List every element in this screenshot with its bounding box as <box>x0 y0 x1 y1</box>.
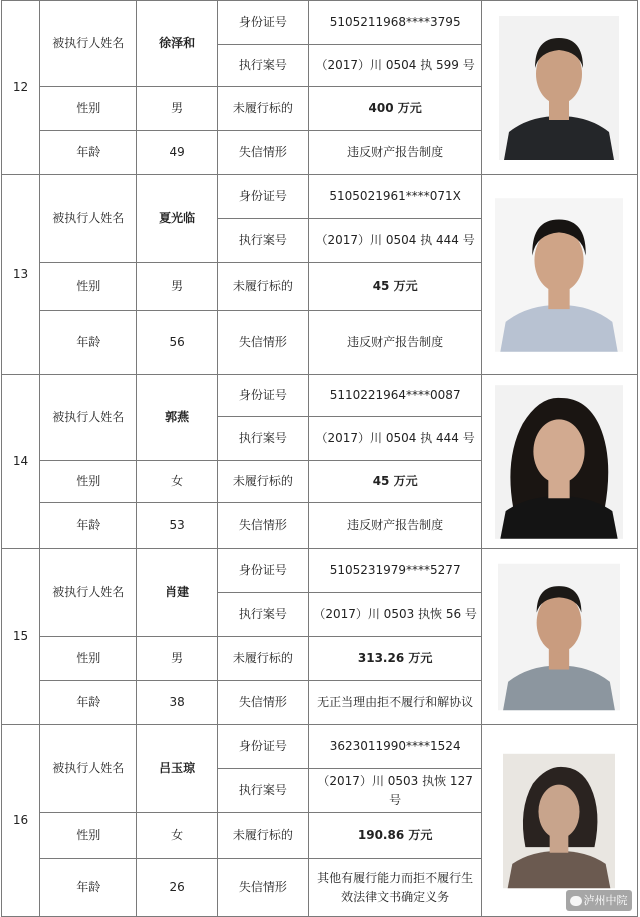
wechat-icon <box>570 896 582 906</box>
id-number: 5105231979****5277 <box>308 549 482 593</box>
table-row <box>2 175 638 219</box>
name-label: 被执行人姓名 <box>40 725 137 813</box>
gender-label: 性别 <box>40 87 137 131</box>
photo-cell <box>482 1 638 175</box>
gender-value: 女 <box>137 461 217 503</box>
gender-value: 男 <box>137 87 217 131</box>
portrait-photo <box>498 563 620 711</box>
record-number: 12 <box>2 1 40 175</box>
age-value: 26 <box>137 859 217 917</box>
record-number: 15 <box>2 549 40 725</box>
case-number: （2017）川 0504 执 444 号 <box>308 417 482 461</box>
age-label: 年龄 <box>40 131 137 175</box>
gender-value: 男 <box>137 637 217 681</box>
debtor-name: 夏光临 <box>137 175 217 263</box>
amount-value: 190.86 万元 <box>308 813 482 859</box>
case-number: （2017）川 0503 执恢 56 号 <box>308 593 482 637</box>
situation-label: 失信情形 <box>217 681 308 725</box>
portrait-photo <box>495 197 623 353</box>
id-label: 身份证号 <box>217 1 308 45</box>
amount-label: 未履行标的 <box>217 263 308 311</box>
gender-value: 男 <box>137 263 217 311</box>
case-label: 执行案号 <box>217 417 308 461</box>
case-number: （2017）川 0503 执恢 127 号 <box>308 769 482 813</box>
amount-label: 未履行标的 <box>217 87 308 131</box>
portrait-photo <box>495 384 623 540</box>
debtor-name: 徐泽和 <box>137 1 217 87</box>
name-label: 被执行人姓名 <box>40 175 137 263</box>
id-number: 3623011990****1524 <box>308 725 482 769</box>
watermark <box>566 890 632 911</box>
id-label: 身份证号 <box>217 375 308 417</box>
record-number: 13 <box>2 175 40 375</box>
dishonest-debtor-table <box>1 0 638 917</box>
record-number: 16 <box>2 725 40 917</box>
id-label: 身份证号 <box>217 725 308 769</box>
situation-label: 失信情形 <box>217 311 308 375</box>
situation-label: 失信情形 <box>217 131 308 175</box>
age-value: 49 <box>137 131 217 175</box>
age-label: 年龄 <box>40 503 137 549</box>
record-number: 14 <box>2 375 40 549</box>
id-number: 5105211968****3795 <box>308 1 482 45</box>
watermark-text: 泸州中院 <box>583 893 628 907</box>
amount-value: 313.26 万元 <box>308 637 482 681</box>
gender-value: 女 <box>137 813 217 859</box>
situation-value: 违反财产报告制度 <box>308 503 482 549</box>
case-number: （2017）川 0504 执 599 号 <box>308 45 482 87</box>
id-label: 身份证号 <box>217 549 308 593</box>
age-label: 年龄 <box>40 681 137 725</box>
situation-value: 其他有履行能力而拒不履行生效法律文书确定义务 <box>308 859 482 917</box>
age-value: 53 <box>137 503 217 549</box>
table-row <box>2 549 638 593</box>
situation-label: 失信情形 <box>217 503 308 549</box>
id-number: 5105021961****071X <box>308 175 482 219</box>
case-label: 执行案号 <box>217 45 308 87</box>
photo-cell <box>482 375 638 549</box>
gender-label: 性别 <box>40 263 137 311</box>
photo-cell <box>482 175 638 375</box>
debtor-name: 郭燕 <box>137 375 217 461</box>
gender-label: 性别 <box>40 813 137 859</box>
age-value: 38 <box>137 681 217 725</box>
case-label: 执行案号 <box>217 219 308 263</box>
case-number: （2017）川 0504 执 444 号 <box>308 219 482 263</box>
gender-label: 性别 <box>40 637 137 681</box>
table-row <box>2 1 638 45</box>
photo-cell <box>482 725 638 917</box>
situation-value: 违反财产报告制度 <box>308 311 482 375</box>
name-label: 被执行人姓名 <box>40 549 137 637</box>
gender-label: 性别 <box>40 461 137 503</box>
case-label: 执行案号 <box>217 593 308 637</box>
table-row <box>2 725 638 769</box>
situation-value: 违反财产报告制度 <box>308 131 482 175</box>
situation-value: 无正当理由拒不履行和解协议 <box>308 681 482 725</box>
debtor-name: 吕玉琼 <box>137 725 217 813</box>
portrait-photo <box>499 16 619 160</box>
case-label: 执行案号 <box>217 769 308 813</box>
age-value: 56 <box>137 311 217 375</box>
amount-label: 未履行标的 <box>217 461 308 503</box>
debtor-name: 肖建 <box>137 549 217 637</box>
amount-value: 400 万元 <box>308 87 482 131</box>
portrait-photo <box>503 746 615 896</box>
id-label: 身份证号 <box>217 175 308 219</box>
age-label: 年龄 <box>40 859 137 917</box>
situation-label: 失信情形 <box>217 859 308 917</box>
amount-label: 未履行标的 <box>217 813 308 859</box>
amount-label: 未履行标的 <box>217 637 308 681</box>
name-label: 被执行人姓名 <box>40 1 137 87</box>
table-row <box>2 375 638 417</box>
name-label: 被执行人姓名 <box>40 375 137 461</box>
amount-value: 45 万元 <box>308 263 482 311</box>
id-number: 5110221964****0087 <box>308 375 482 417</box>
photo-cell <box>482 549 638 725</box>
amount-value: 45 万元 <box>308 461 482 503</box>
age-label: 年龄 <box>40 311 137 375</box>
